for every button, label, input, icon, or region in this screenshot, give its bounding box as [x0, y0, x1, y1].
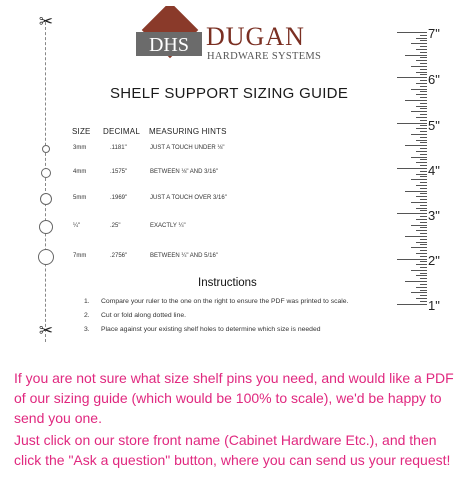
row-size: 4mm — [73, 169, 87, 175]
ruler-tick — [420, 284, 427, 285]
ruler-tick — [420, 227, 427, 228]
ruler-tick — [416, 196, 427, 197]
ruler-tick — [420, 74, 427, 75]
ruler-tick — [416, 94, 427, 95]
ruler-tick — [416, 49, 427, 50]
ruler-tick — [420, 125, 427, 126]
ruler-label-6: 6" — [428, 72, 440, 87]
logo-subtitle: HARDWARE SYSTEMS — [207, 51, 322, 62]
row-size: 5mm — [73, 195, 87, 201]
dugan-logo — [134, 6, 364, 76]
ruler-tick — [420, 210, 427, 211]
size-row — [30, 142, 360, 156]
ruler-tick — [416, 174, 427, 175]
ruler-tick — [420, 148, 427, 149]
row-hint: JUST A TOUCH OVER 3/16" — [150, 195, 227, 201]
logo-name: DUGAN — [206, 22, 305, 51]
ruler-tick — [405, 100, 427, 101]
ruler-tick — [411, 202, 427, 203]
hole-quarter-inch-icon — [39, 220, 53, 234]
instruction-item — [84, 298, 348, 305]
instruction-text: Cut or fold along dotted line. — [101, 312, 187, 319]
ruler-tick — [420, 159, 427, 160]
row-decimal: .2756" — [110, 253, 128, 259]
ruler-tick — [416, 140, 427, 141]
ruler-tick — [405, 55, 427, 56]
instruction-text: Place against your existing shelf holes to determine which size is needed — [101, 326, 321, 333]
ruler-tick — [420, 165, 427, 166]
ruler-tick — [420, 301, 427, 302]
ruler-tick — [411, 292, 427, 293]
ruler-label-7: 7" — [428, 26, 440, 41]
logo-monogram: DHS — [148, 34, 190, 56]
ruler-tick — [411, 89, 427, 90]
ruler-tick — [420, 108, 427, 109]
ruler-tick — [416, 287, 427, 288]
ruler-tick — [420, 114, 427, 115]
message-paragraph-1: If you are not sure what size shelf pins you need, and would like a PDF of our sizing guide (which would be 100% to scale), we'd be happy to send you one. — [14, 370, 454, 426]
ruler-tick — [420, 57, 427, 58]
ruler-tick — [420, 171, 427, 172]
ruler-tick — [420, 267, 427, 268]
ruler-label-1: 1" — [428, 298, 440, 313]
ruler-tick — [420, 69, 427, 70]
ruler-tick — [420, 35, 427, 36]
ruler-tick — [420, 199, 427, 200]
row-size: 7mm — [73, 253, 87, 259]
ruler-tick — [420, 205, 427, 206]
ruler-tick — [416, 83, 427, 84]
ruler-tick — [420, 97, 427, 98]
ruler-tick — [416, 128, 427, 129]
ruler-tick — [420, 120, 427, 121]
hole-3mm-icon — [42, 145, 50, 153]
ruler-tick — [420, 137, 427, 138]
instructions-title: Instructions — [198, 277, 257, 289]
header-hints: MEASURING HINTS — [149, 127, 227, 136]
ruler-tick — [405, 145, 427, 146]
ruler-tick — [420, 261, 427, 262]
ruler-tick — [416, 185, 427, 186]
row-decimal: .25" — [110, 223, 121, 229]
row-hint: BETWEEN ⅛" AND 3/16" — [150, 169, 218, 175]
ruler-tick — [416, 253, 427, 254]
scissors-icon: ✂ — [38, 12, 54, 31]
ruler-tick — [416, 275, 427, 276]
header-decimal: DECIMAL — [103, 127, 140, 136]
scissors-icon: ✂ — [38, 321, 54, 340]
instruction-item — [84, 326, 321, 333]
ruler-tick — [397, 168, 427, 169]
size-row — [30, 192, 360, 206]
ruler-label-4: 4" — [428, 163, 440, 178]
ruler-tick — [397, 77, 427, 78]
ruler-tick — [411, 111, 427, 112]
ruler-tick — [411, 157, 427, 158]
size-row — [30, 220, 360, 234]
ruler-tick — [411, 134, 427, 135]
ruler-tick — [420, 182, 427, 183]
inch-ruler — [395, 26, 468, 313]
ruler-tick — [420, 188, 427, 189]
ruler-tick — [405, 236, 427, 237]
ruler-tick — [420, 154, 427, 155]
row-decimal: .1575" — [110, 169, 128, 175]
ruler-label-5: 5" — [428, 118, 440, 133]
instruction-number: 2. — [84, 312, 90, 319]
instruction-item — [84, 312, 186, 319]
ruler-tick — [420, 63, 427, 64]
ruler-tick — [416, 151, 427, 152]
ruler-label-3: 3" — [428, 208, 440, 223]
ruler-tick — [420, 52, 427, 53]
hole-7mm-icon — [38, 249, 54, 265]
ruler-tick — [420, 222, 427, 223]
size-row — [30, 250, 360, 264]
guide-title: SHELF SUPPORT SIZING GUIDE — [110, 85, 349, 102]
ruler-tick — [420, 256, 427, 257]
ruler-tick — [420, 103, 427, 104]
ruler-tick — [411, 225, 427, 226]
ruler-tick — [420, 233, 427, 234]
ruler-tick — [416, 230, 427, 231]
ruler-tick — [420, 295, 427, 296]
ruler-tick — [405, 281, 427, 282]
row-size: ¼" — [73, 223, 81, 229]
ruler-tick — [411, 179, 427, 180]
ruler-tick — [416, 242, 427, 243]
dhs-logo-mark — [134, 6, 204, 76]
instruction-number: 1. — [84, 298, 90, 305]
ruler-tick — [416, 219, 427, 220]
ruler-tick — [397, 213, 427, 214]
hole-5mm-icon — [40, 193, 52, 205]
ruler-tick — [411, 66, 427, 67]
ruler-tick — [420, 290, 427, 291]
ruler-tick — [411, 270, 427, 271]
instruction-text: Compare your ruler to the one on the right to ensure the PDF was printed to scale. — [101, 298, 349, 305]
row-hint: JUST A TOUCH UNDER ⅛" — [150, 145, 225, 151]
ruler-tick — [416, 117, 427, 118]
ruler-tick — [397, 259, 427, 260]
ruler-tick — [416, 38, 427, 39]
ruler-tick — [420, 40, 427, 41]
ruler-tick — [420, 244, 427, 245]
row-decimal: .1181" — [110, 145, 127, 151]
ruler-tick — [420, 86, 427, 87]
ruler-tick — [411, 247, 427, 248]
message-paragraph-2: Just click on our store front name (Cabinet Hardware Etc.), and then click the "Ask a question" button, where you can send us your request! — [14, 432, 451, 468]
row-size: 3mm — [73, 145, 87, 151]
ruler-tick — [420, 91, 427, 92]
ruler-tick — [411, 43, 427, 44]
ruler-tick — [420, 131, 427, 132]
row-hint: BETWEEN ¼" AND 5/16" — [150, 253, 218, 259]
ruler-tick — [420, 216, 427, 217]
row-decimal: .1969" — [110, 195, 128, 201]
ruler-tick — [420, 46, 427, 47]
ruler-tick — [416, 106, 427, 107]
ruler-tick — [416, 264, 427, 265]
ruler-tick — [420, 273, 427, 274]
ruler-tick — [397, 304, 427, 305]
ruler-tick — [420, 142, 427, 143]
dotted-cut-line — [45, 22, 46, 342]
ruler-tick — [420, 176, 427, 177]
ruler-label-2: 2" — [428, 253, 440, 268]
ruler-tick — [416, 72, 427, 73]
size-row — [30, 166, 360, 180]
ruler-tick — [397, 32, 427, 33]
row-hint: EXACTLY ¼" — [150, 223, 186, 229]
header-size: SIZE — [72, 127, 91, 136]
instruction-number: 3. — [84, 326, 90, 333]
ruler-tick — [420, 80, 427, 81]
ruler-tick — [420, 193, 427, 194]
ruler-tick — [416, 162, 427, 163]
ruler-tick — [416, 208, 427, 209]
ruler-tick — [420, 239, 427, 240]
ruler-tick — [416, 298, 427, 299]
ruler-tick — [416, 60, 427, 61]
ruler-tick — [420, 278, 427, 279]
ruler-tick — [397, 123, 427, 124]
ruler-tick — [405, 191, 427, 192]
ruler-tick — [420, 250, 427, 251]
hole-4mm-icon — [41, 168, 51, 178]
